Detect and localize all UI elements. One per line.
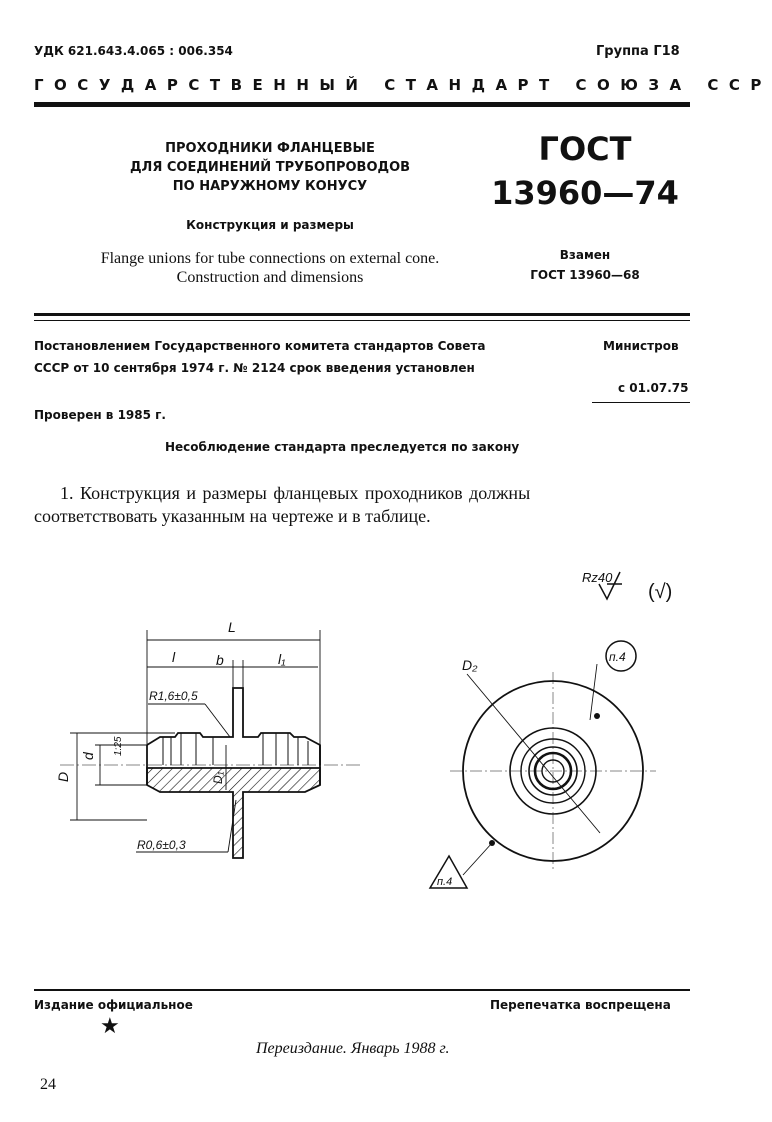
document-subtitle: Конструкция и размеры (186, 218, 354, 232)
note-circle: п.4 (609, 650, 626, 664)
note-triangle: п.4 (437, 876, 453, 888)
paragraph-1-line-1: 1. Конструкция и размеры фланцевых проходников должны (60, 483, 531, 503)
replaced-standard: ГОСТ 13960—68 (530, 268, 640, 282)
dim-b: b (216, 652, 224, 668)
dim-l1: l₁ (278, 651, 286, 667)
official-edition: Издание официальное (34, 998, 193, 1012)
paragraph-1-line-2: соответствовать указанным на чертеже и в таблице. (34, 506, 431, 526)
decree-line-1-end: Министров (603, 339, 679, 353)
star-mark: ★ (100, 1014, 120, 1039)
dim-L: L (228, 619, 236, 635)
dim-d: d (80, 752, 96, 760)
effective-date: с 01.07.75 (618, 381, 689, 395)
checked-year: Проверен в 1985 г. (34, 408, 166, 422)
title-line-3: ПО НАРУЖНОМУ КОНУСУ (172, 179, 368, 194)
dim-l: l (172, 649, 176, 665)
gost-number: 13960—74 (491, 174, 679, 212)
decree-line-1: Постановлением Государственного комитета стандартов Совета (34, 339, 486, 353)
flange-union-section (147, 688, 320, 858)
radius-lower: R0,6±0,3 (137, 838, 186, 852)
udk-code: УДК 621.643.4.065 : 006.354 (34, 44, 233, 58)
replaces-label: Взамен (559, 248, 611, 262)
english-title-line-1: Flange unions for tube connections on external cone. (100, 250, 440, 267)
page-number: 24 (40, 1076, 56, 1093)
dim-D2: D₂ (462, 657, 478, 673)
gost-label: ГОСТ (538, 130, 632, 168)
roughness-label: Rz40 (582, 570, 613, 585)
standard-banner: ГОСУДАРСТВЕННЫЙ СТАНДАРТ СОЮЗА ССР (34, 76, 772, 94)
dim-D1: D₁ (211, 771, 225, 784)
legal-warning: Несоблюдение стандарта преследуется по закону (165, 440, 520, 454)
radius-upper: R1,6±0,5 (149, 689, 198, 703)
title-line-2: ДЛЯ СОЕДИНЕНИЙ ТРУБОПРОВОДОВ (129, 160, 411, 175)
reprint-notice: Перепечатка воспрещена (490, 998, 671, 1012)
footer-rule (34, 989, 690, 991)
english-title-line-2: Construction and dimensions (176, 269, 364, 286)
group-code: Группа Г18 (596, 44, 680, 59)
taper-ratio: 1:25 (113, 736, 124, 756)
dim-D: D (55, 771, 71, 782)
flange-front-view (430, 641, 656, 888)
decree-line-2: СССР от 10 сентября 1974 г. № 2124 срок введения установлен (34, 361, 475, 375)
title-line-1: ПРОХОДНИКИ ФЛАНЦЕВЫЕ (165, 141, 375, 156)
check-mark: (√) (648, 581, 673, 603)
reissue-note: Переиздание. Январь 1988 г. (256, 1040, 450, 1057)
